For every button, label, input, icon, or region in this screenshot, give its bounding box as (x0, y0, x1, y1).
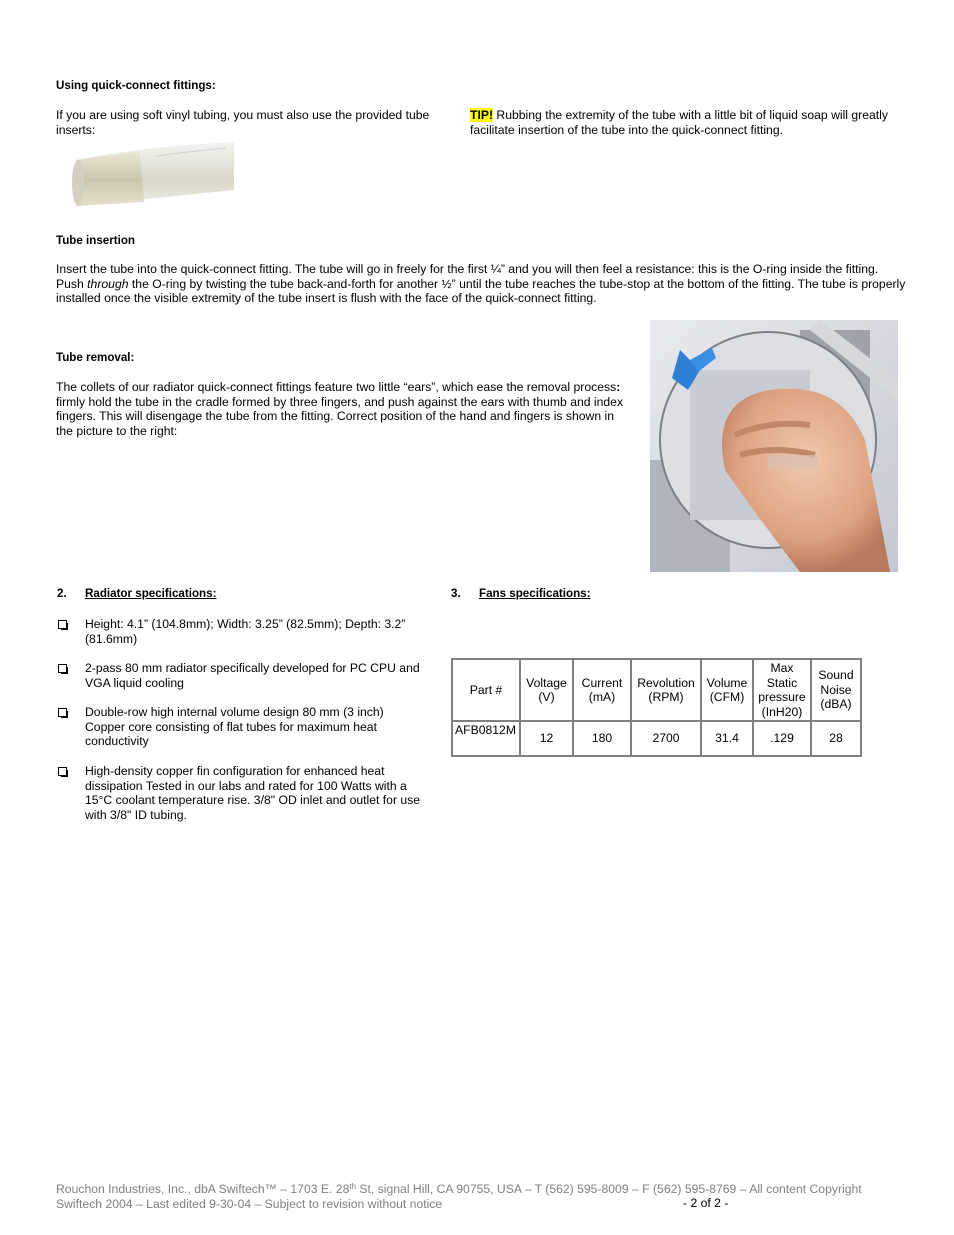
radiator-bullet (56, 617, 436, 646)
checkbox-bullet-icon (58, 767, 67, 776)
footer-line-1 (56, 1182, 896, 1197)
tube-insertion-heading: Tube insertion (56, 234, 136, 247)
table-header-cell: Revolution (RPM) (631, 659, 701, 721)
checkbox-bullet-icon (58, 620, 67, 629)
radiator-bullet-text: High-density copper fin configuration for enhanced heat dissipation Tested in our labs and rated for 100 Watts with a 15°C coolant temperature rise. 3/8" OD inlet and outlet for use with 3/8" ID tubing. (85, 764, 421, 822)
table-header-cell: Current (mA) (573, 659, 631, 721)
removal-text-part2: firmly hold the tube in the cradle formed by three fingers, and push against the ears with thumb and index fingers. This will disengage the tube from the fitting. Correct position of the hand and fingers is shown in the picture to the right: (56, 394, 624, 438)
radiator-bullet (56, 764, 436, 822)
checkbox-bullet-icon (58, 708, 67, 717)
table-cell: 12 (520, 721, 573, 756)
table-row (452, 721, 861, 756)
tip-text: Rubbing the extremity of the tube with a little bit of liquid soap will greatly facilitate insertion of the tube into the quick-connect fitting. (470, 108, 888, 137)
radiator-bullet-text: Height: 4.1” (104.8mm); Width: 3.25” (82.5mm); Depth: 3.2” (81.6mm) (85, 617, 406, 646)
table-header-cell: Part # (452, 659, 520, 721)
page-footer (56, 1182, 896, 1211)
table-header-cell: Sound Noise (dBA) (811, 659, 861, 721)
fans-spec-table (451, 658, 862, 757)
insertion-text-part2: the O-ring by twisting the tube back-and-forth for another ½” until the tube reaches the tube-stop at the bottom of the fitting. The tube is properly installed once the visible extremity of the tube insert is flush with the face of the quick-connect fitting. (56, 276, 906, 305)
tip-paragraph (470, 108, 906, 137)
insertion-text-italic: through (87, 276, 129, 291)
fans-spec-heading (451, 587, 591, 602)
removal-text-bold: : (616, 380, 621, 394)
radiator-spec-heading (57, 587, 217, 602)
radiator-bullet-text: Double-row high internal volume design 80 mm (3 inch) Copper core consisting of flat tubes for maximum heat conductivity (85, 705, 384, 748)
removal-text-part1: The collets of our radiator quick-connect fittings feature two little “ears”, which ease the removal process (56, 380, 617, 394)
tube-insert-image (66, 138, 234, 212)
tube-removal-heading: Tube removal: (56, 351, 135, 364)
table-header-cell: Max Static pressure (InH20) (753, 659, 811, 721)
table-header-cell: Voltage (V) (520, 659, 573, 721)
table-header-cell: Volume (CFM) (701, 659, 753, 721)
table-cell: 2700 (631, 721, 701, 756)
footer-text: Rouchon Industries, Inc., dbA Swiftech™ – 1703 E. 28 (56, 1182, 350, 1196)
tube-removal-text (56, 380, 628, 438)
insertion-text-part1: Insert the tube into the quick-connect fitting. The tube will go in freely for the first ¼” and you will then feel a resistance: this is the O-ring inside the fitting. Push (56, 262, 879, 291)
checkbox-bullet-icon (58, 664, 67, 673)
footer-superscript: th (349, 1182, 357, 1191)
fans-spec-number: 3. (451, 587, 461, 600)
quick-connect-heading: Using quick-connect fittings: (56, 79, 216, 92)
table-cell: 28 (811, 721, 861, 756)
table-header-row (452, 659, 861, 721)
radiator-spec-number: 2. (57, 587, 67, 600)
vinyl-tubing-text: If you are using soft vinyl tubing, you must also use the provided tube inserts: (56, 108, 430, 137)
fans-spec-title: Fans specifications: (479, 587, 591, 600)
footer-line-2: Swiftech 2004 – Last edited 9-30-04 – Subject to revision without notice (56, 1196, 443, 1211)
footer-text: St, signal Hill, CA 90755, USA – T (562) 595-8009 – F (562) 595-8769 – All content Copyright (356, 1182, 862, 1196)
radiator-bullet-text: 2-pass 80 mm radiator specifically developed for PC CPU and VGA liquid cooling (85, 661, 420, 690)
table-cell: 180 (573, 721, 631, 756)
page-number: - 2 of 2 - (683, 1196, 729, 1210)
hand-removal-photo (650, 320, 898, 572)
tube-insertion-text (56, 262, 906, 306)
table-cell: .129 (753, 721, 811, 756)
table-cell: AFB0812M (452, 721, 520, 756)
radiator-bullet (56, 661, 436, 690)
table-cell: 31.4 (701, 721, 753, 756)
radiator-bullet (56, 705, 436, 749)
tip-label: TIP! (470, 108, 494, 122)
radiator-spec-title: Radiator specifications: (85, 587, 217, 600)
